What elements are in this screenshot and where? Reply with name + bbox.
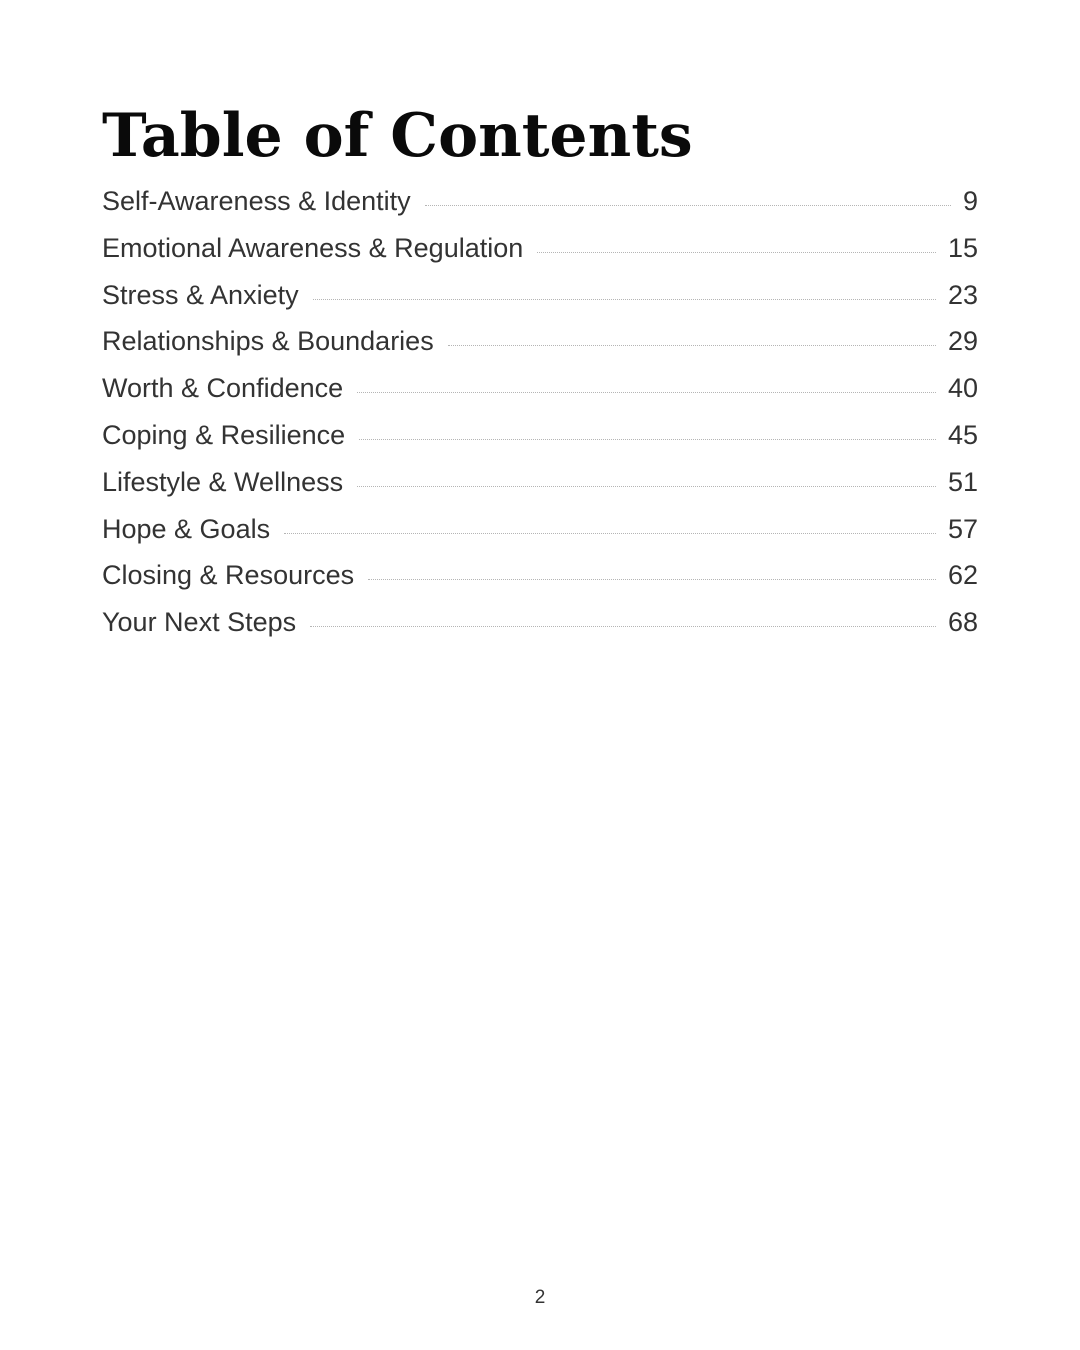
toc-entry[interactable] <box>102 420 978 467</box>
toc-entry-label: Stress & Anxiety <box>102 279 299 310</box>
toc-entry[interactable] <box>102 280 978 327</box>
dot-leader <box>357 486 936 487</box>
dot-leader <box>310 626 936 627</box>
toc-entry[interactable] <box>102 560 978 607</box>
dot-leader <box>359 439 936 440</box>
toc-entry[interactable] <box>102 467 978 514</box>
toc-list <box>102 186 978 654</box>
toc-entry-page: 57 <box>947 513 978 544</box>
toc-entry[interactable] <box>102 607 978 654</box>
dot-leader <box>284 533 936 534</box>
toc-entry-page: 40 <box>947 373 978 404</box>
toc-entry-label: Hope & Goals <box>102 513 271 544</box>
toc-entry-label: Emotional Awareness & Regulation <box>102 232 524 263</box>
toc-entry[interactable] <box>102 186 978 233</box>
toc-entry-page: 9 <box>962 186 978 216</box>
toc-entry-page: 23 <box>947 279 978 310</box>
toc-entry-label: Lifestyle & Wellness <box>102 466 344 497</box>
dot-leader <box>357 392 936 393</box>
dot-leader <box>368 579 936 580</box>
dot-leader <box>313 299 936 300</box>
toc-entry-page: 62 <box>947 560 978 591</box>
dot-leader <box>425 205 951 206</box>
toc-entry-label: Your Next Steps <box>102 607 297 638</box>
toc-entry-page: 68 <box>947 607 978 638</box>
toc-entry[interactable] <box>102 514 978 561</box>
toc-entry-page: 15 <box>947 232 978 263</box>
toc-entry-page: 51 <box>947 466 978 497</box>
dot-leader <box>448 345 936 346</box>
toc-entry-label: Self-Awareness & Identity <box>102 186 411 216</box>
dot-leader <box>537 252 936 253</box>
toc-entry-label: Relationships & Boundaries <box>102 326 434 357</box>
toc-entry-page: 45 <box>947 419 978 450</box>
toc-entry-label: Worth & Confidence <box>102 373 344 404</box>
page-number: 2 <box>534 1287 546 1308</box>
page-title: Table of Contents <box>102 101 693 171</box>
toc-entry[interactable] <box>102 326 978 373</box>
toc-entry-label: Closing & Resources <box>102 560 355 591</box>
toc-entry-page: 29 <box>947 326 978 357</box>
toc-entry[interactable] <box>102 233 978 280</box>
toc-entry[interactable] <box>102 373 978 420</box>
toc-entry-label: Coping & Resilience <box>102 419 346 450</box>
